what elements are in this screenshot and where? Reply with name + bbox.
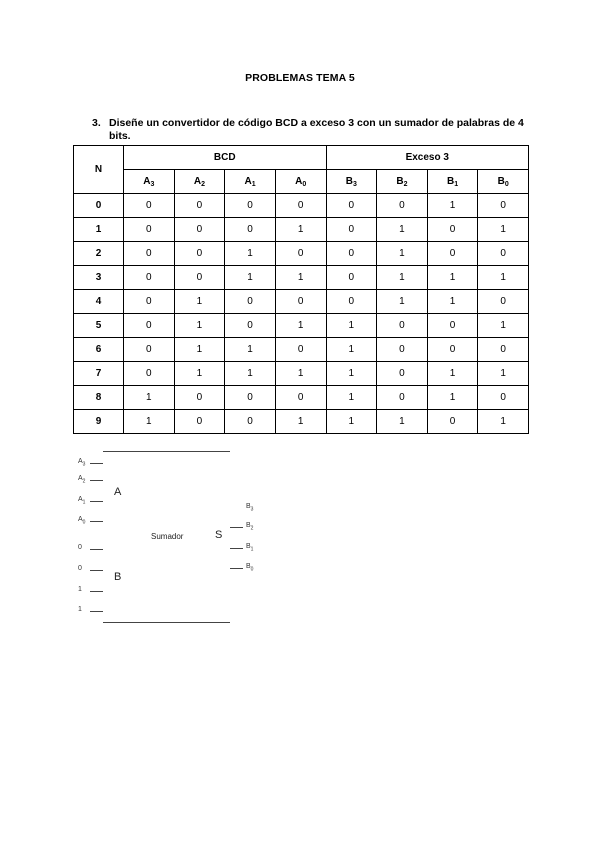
table-body: [74, 194, 529, 434]
table-cell: 0: [326, 194, 377, 218]
table-cell: 1: [326, 338, 377, 362]
input-b-value: 1: [78, 586, 82, 593]
bcd-excess3-table: [73, 145, 529, 434]
column-header-a3: [124, 170, 175, 194]
column-header-label: $B_0$: [497, 175, 509, 188]
output-label: $B_0$: [246, 563, 254, 573]
cell-n: 7: [74, 362, 124, 386]
table-cell: 1: [377, 290, 428, 314]
output-s-label: S: [215, 529, 223, 541]
table-cell: 1: [275, 362, 326, 386]
table-cell: 1: [326, 314, 377, 338]
table-cell: 1: [225, 242, 276, 266]
table-cell: 1: [326, 386, 377, 410]
table-row: [74, 410, 529, 434]
table-cell: 0: [427, 218, 478, 242]
column-header-b0: [478, 170, 529, 194]
column-header-label: $A_0$: [295, 175, 307, 188]
block-top-line: [103, 451, 230, 452]
table-cell: 1: [377, 242, 428, 266]
group-b-label: B: [114, 571, 122, 583]
table-cell: 0: [377, 386, 428, 410]
input-a-line: [90, 463, 103, 464]
column-header-a1: [225, 170, 276, 194]
table-cell: 1: [174, 338, 225, 362]
table-cell: 1: [225, 338, 276, 362]
input-a-label: $A_0$: [78, 516, 86, 526]
table-cell: 0: [478, 290, 529, 314]
input-a-label: $A_1$: [78, 496, 86, 506]
cell-n: 2: [74, 242, 124, 266]
table-cell: 1: [377, 266, 428, 290]
table-cell: 1: [275, 410, 326, 434]
table-cell: 0: [174, 242, 225, 266]
header-n: N: [74, 146, 124, 194]
table-row: [74, 218, 529, 242]
table-cell: 0: [225, 290, 276, 314]
table-row: [74, 266, 529, 290]
table-cell: 1: [326, 410, 377, 434]
cell-n: 1: [74, 218, 124, 242]
input-a-label: $A_3$: [78, 458, 86, 468]
cell-n: 5: [74, 314, 124, 338]
table-cell: 0: [275, 386, 326, 410]
table-cell: 0: [478, 242, 529, 266]
table-cell: 0: [377, 194, 428, 218]
output-line: [230, 548, 243, 549]
table-cell: 0: [225, 218, 276, 242]
table-row: [74, 242, 529, 266]
table-cell: 0: [478, 194, 529, 218]
table-cell: 0: [275, 194, 326, 218]
table-cell: 0: [377, 362, 428, 386]
table-cell: 0: [124, 314, 175, 338]
table-row: [74, 290, 529, 314]
table-cell: 0: [225, 194, 276, 218]
table-cell: 0: [427, 410, 478, 434]
table-cell: 0: [326, 266, 377, 290]
column-header-b2: [377, 170, 428, 194]
output-label: $B_2$: [246, 522, 254, 532]
table-cell: 1: [478, 410, 529, 434]
table-cell: 0: [275, 290, 326, 314]
input-a-line: [90, 521, 103, 522]
cell-n: 9: [74, 410, 124, 434]
column-header-label: $A_1$: [244, 175, 256, 188]
group-a-label: A: [114, 486, 122, 498]
table-cell: 0: [427, 242, 478, 266]
output-label: $B_1$: [246, 543, 254, 553]
table-cell: 1: [478, 266, 529, 290]
table-cell: 1: [427, 194, 478, 218]
table-row: [74, 194, 529, 218]
table-cell: 1: [174, 290, 225, 314]
column-header-a2: [174, 170, 225, 194]
output-label: $B_3$: [246, 503, 254, 513]
cell-n: 8: [74, 386, 124, 410]
column-header-label: $B_3$: [345, 175, 357, 188]
table-cell: 0: [174, 386, 225, 410]
page-title: PROBLEMAS TEMA 5: [245, 72, 355, 84]
table-cell: 0: [377, 338, 428, 362]
input-a-label: $A_2$: [78, 475, 86, 485]
table-cell: 0: [124, 338, 175, 362]
input-a-line: [90, 501, 103, 502]
table-cell: 1: [225, 362, 276, 386]
table-cell: 1: [326, 362, 377, 386]
table-cell: 1: [275, 266, 326, 290]
problem-statement: [92, 117, 532, 143]
table-cell: 0: [427, 338, 478, 362]
cell-n: 6: [74, 338, 124, 362]
table-row: [74, 314, 529, 338]
problem-number: 3.: [92, 117, 101, 129]
table-cell: 1: [377, 218, 428, 242]
table-cell: 0: [174, 218, 225, 242]
table-cell: 0: [225, 386, 276, 410]
header-exceso3: Exceso 3: [326, 146, 529, 170]
table-cell: 1: [478, 218, 529, 242]
input-b-line: [90, 549, 103, 550]
table-cell: 0: [124, 218, 175, 242]
table-cell: 0: [275, 338, 326, 362]
table-cell: 1: [174, 314, 225, 338]
input-b-line: [90, 591, 103, 592]
table-row: [74, 386, 529, 410]
table-cell: 1: [275, 218, 326, 242]
sumador-label: Sumador: [151, 532, 184, 541]
input-b-line: [90, 611, 103, 612]
table-cell: 1: [427, 386, 478, 410]
table-cell: 0: [275, 242, 326, 266]
column-header-label: $A_3$: [143, 175, 155, 188]
table-cell: 1: [124, 410, 175, 434]
table-cell: 0: [124, 362, 175, 386]
table-cell: 0: [377, 314, 428, 338]
column-header-label: $B_2$: [396, 175, 408, 188]
table-cell: 0: [478, 338, 529, 362]
block-bottom-line: [103, 622, 230, 623]
column-header-b3: [326, 170, 377, 194]
table-cell: 0: [478, 386, 529, 410]
table-cell: 1: [478, 362, 529, 386]
table-cell: 1: [124, 386, 175, 410]
input-b-value: 0: [78, 544, 82, 551]
table-cell: 0: [225, 410, 276, 434]
table-cell: 1: [427, 362, 478, 386]
column-header-label: $A_2$: [193, 175, 205, 188]
table-cell: 0: [326, 218, 377, 242]
input-a-line: [90, 480, 103, 481]
table-row: [74, 362, 529, 386]
table-cell: 1: [225, 266, 276, 290]
table-cell: 0: [174, 266, 225, 290]
table-cell: 0: [326, 242, 377, 266]
table-cell: 1: [377, 410, 428, 434]
problem-text: Diseñe un convertidor de código BCD a exceso 3 con un sumador de palabras de 4 bits.: [109, 117, 524, 142]
cell-n: 0: [74, 194, 124, 218]
table-cell: 0: [174, 410, 225, 434]
input-b-line: [90, 570, 103, 571]
table-cell: 0: [427, 314, 478, 338]
table-row: [74, 338, 529, 362]
column-header-row: [74, 170, 529, 194]
table-cell: 1: [427, 290, 478, 314]
adder-diagram: [70, 444, 270, 634]
output-line: [230, 568, 243, 569]
output-line: [230, 527, 243, 528]
header-bcd: BCD: [124, 146, 327, 170]
input-b-value: 0: [78, 565, 82, 572]
table-cell: 1: [174, 362, 225, 386]
cell-n: 3: [74, 266, 124, 290]
table-cell: 0: [124, 290, 175, 314]
table-cell: 1: [478, 314, 529, 338]
table-cell: 0: [174, 194, 225, 218]
table-cell: 1: [275, 314, 326, 338]
table-cell: 0: [326, 290, 377, 314]
table-cell: 0: [225, 314, 276, 338]
column-header-a0: [275, 170, 326, 194]
column-header-label: $B_1$: [446, 175, 459, 188]
column-header-b1: [427, 170, 478, 194]
cell-n: 4: [74, 290, 124, 314]
table-cell: 1: [427, 266, 478, 290]
input-b-value: 1: [78, 606, 82, 613]
table-cell: 0: [124, 194, 175, 218]
table-cell: 0: [124, 242, 175, 266]
table-cell: 0: [124, 266, 175, 290]
